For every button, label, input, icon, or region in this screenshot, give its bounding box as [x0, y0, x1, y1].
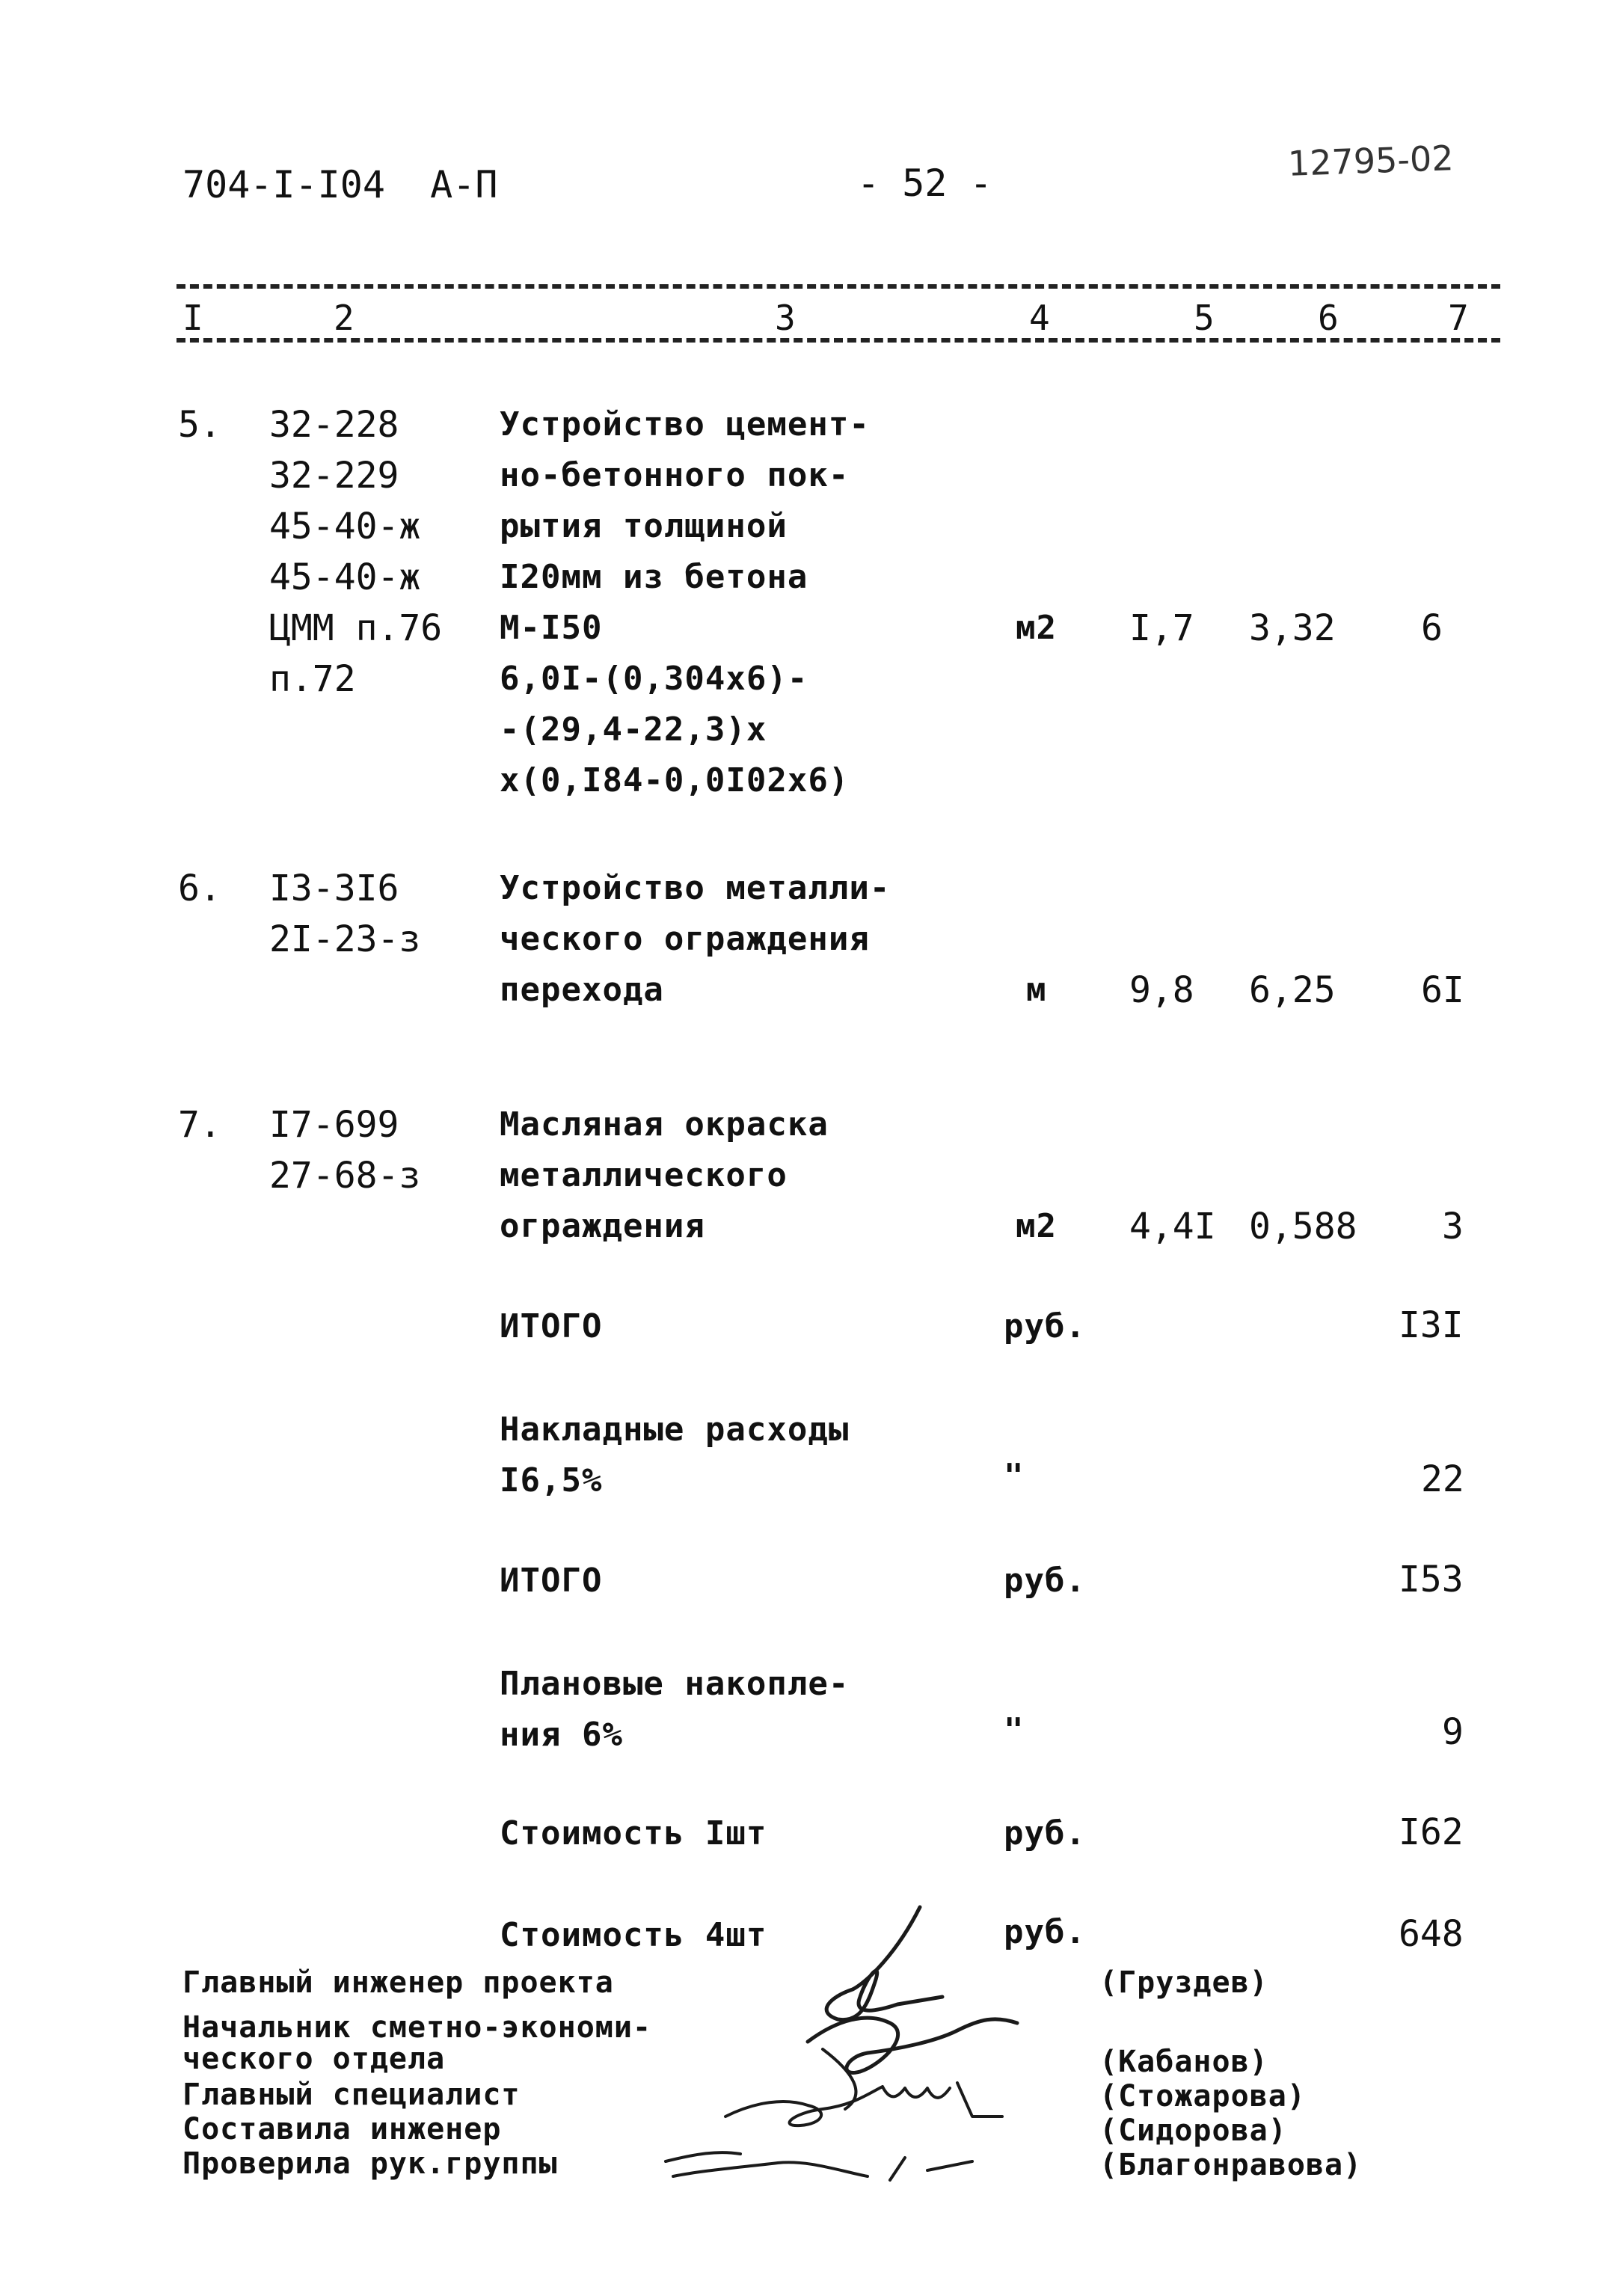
cost-cell: 6I — [1421, 969, 1464, 1011]
column-number-4: 4 — [1029, 298, 1050, 338]
norm-code: I3-3I6 — [269, 868, 399, 909]
signatory-name: (Стожарова) — [1099, 2079, 1306, 2114]
norm-code: 2I-23-з — [269, 918, 421, 960]
norm-code: 32-229 — [269, 455, 399, 497]
total-value: I3I — [1399, 1304, 1464, 1346]
norm-code: I7-699 — [269, 1104, 399, 1146]
total-label: Накладные расходы — [500, 1411, 850, 1449]
total-unit: руб. — [1004, 1913, 1086, 1951]
column-number-6: 6 — [1318, 298, 1339, 338]
norm-code: 45-40-ж — [269, 506, 421, 547]
work-description: х(0,I84-0,0I02х6) — [500, 761, 850, 799]
work-description: ограждения — [500, 1207, 705, 1245]
total-label: Плановые накопле- — [500, 1665, 850, 1703]
handwritten-number: 12795-02 — [1287, 138, 1455, 184]
total-label: ния 6% — [500, 1716, 623, 1754]
work-description: Устройство металли- — [500, 869, 891, 907]
total-value: I62 — [1399, 1811, 1464, 1853]
work-description: -(29,4-22,3)х — [500, 710, 767, 749]
quantity-cell: 9,8 — [1129, 969, 1194, 1011]
total-unit: " — [1004, 1457, 1025, 1495]
signatory-name: (Кабанов) — [1099, 2045, 1268, 2079]
total-value: 22 — [1421, 1458, 1464, 1500]
page-number: - 52 - — [857, 162, 992, 205]
unit-cell: м2 — [1016, 609, 1057, 647]
cost-cell: 6 — [1421, 607, 1443, 649]
norm-code: п.72 — [269, 658, 356, 700]
total-value: I53 — [1399, 1559, 1464, 1600]
signature-role: Проверила рук.группы — [182, 2146, 558, 2181]
row-number: 5. — [178, 404, 221, 446]
total-unit: руб. — [1004, 1814, 1086, 1853]
quantity-cell: I,7 — [1129, 607, 1194, 649]
column-number-2: 2 — [334, 298, 355, 338]
work-description: ческого ограждения — [500, 920, 870, 958]
quantity-cell: 4,4I — [1129, 1206, 1216, 1247]
norm-code: 27-68-з — [269, 1155, 421, 1197]
total-value: 9 — [1442, 1711, 1464, 1753]
unit-price-cell: 3,32 — [1249, 607, 1336, 649]
work-description: перехода — [500, 971, 664, 1009]
header-rule-top — [177, 284, 1500, 289]
signature-role: Начальник сметно-экономи- ческого отдела — [182, 2010, 652, 2076]
total-label: Стоимость Iшт — [500, 1814, 767, 1853]
work-description: Масляная окраска — [500, 1105, 829, 1144]
work-description: I20мм из бетона — [500, 558, 808, 596]
column-number-7: 7 — [1448, 298, 1469, 338]
norm-code: 45-40-ж — [269, 556, 421, 598]
total-unit: " — [1004, 1711, 1025, 1749]
total-unit: руб. — [1004, 1307, 1086, 1345]
norm-code: 32-228 — [269, 404, 399, 446]
total-label: Стоимость 4шт — [500, 1916, 767, 1954]
norm-code: ЦММ п.76 — [269, 607, 443, 649]
column-number-3: 3 — [775, 298, 796, 338]
unit-cell: м2 — [1016, 1207, 1057, 1245]
signature-role: Составила инженер — [182, 2112, 502, 2146]
document-code: 704-I-I04 А-П — [182, 163, 498, 206]
unit-price-cell: 0,588 — [1249, 1206, 1357, 1247]
handwritten-signatures — [643, 1892, 1062, 2206]
total-label: ИТОГО — [500, 1562, 603, 1600]
column-number-5: 5 — [1194, 298, 1215, 338]
signatory-name: (Сидорова) — [1099, 2114, 1287, 2148]
signatory-name: (Груздев) — [1099, 1965, 1268, 2000]
work-description: но-бетонного пок- — [500, 456, 850, 494]
header-rule-bottom — [177, 338, 1500, 343]
cost-cell: 3 — [1442, 1206, 1464, 1247]
signature-role: Главный инженер проекта — [182, 1965, 614, 2000]
column-number-1: I — [182, 298, 203, 338]
signatory-name: (Благонравова) — [1099, 2148, 1363, 2182]
total-label: I6,5% — [500, 1461, 603, 1500]
unit-cell: м — [1026, 971, 1047, 1009]
work-description: Устройство цемент- — [500, 405, 870, 443]
total-value: 648 — [1399, 1913, 1464, 1955]
work-description: металлического — [500, 1156, 788, 1194]
row-number: 6. — [178, 868, 221, 909]
unit-price-cell: 6,25 — [1249, 969, 1336, 1011]
work-description: 6,0I-(0,304х6)- — [500, 660, 808, 698]
work-description: рытия толщиной — [500, 507, 788, 545]
signature-role: Главный специалист — [182, 2078, 521, 2112]
total-label: ИТОГО — [500, 1307, 603, 1345]
total-unit: руб. — [1004, 1562, 1086, 1600]
row-number: 7. — [178, 1104, 221, 1146]
work-description: М-I50 — [500, 609, 603, 647]
